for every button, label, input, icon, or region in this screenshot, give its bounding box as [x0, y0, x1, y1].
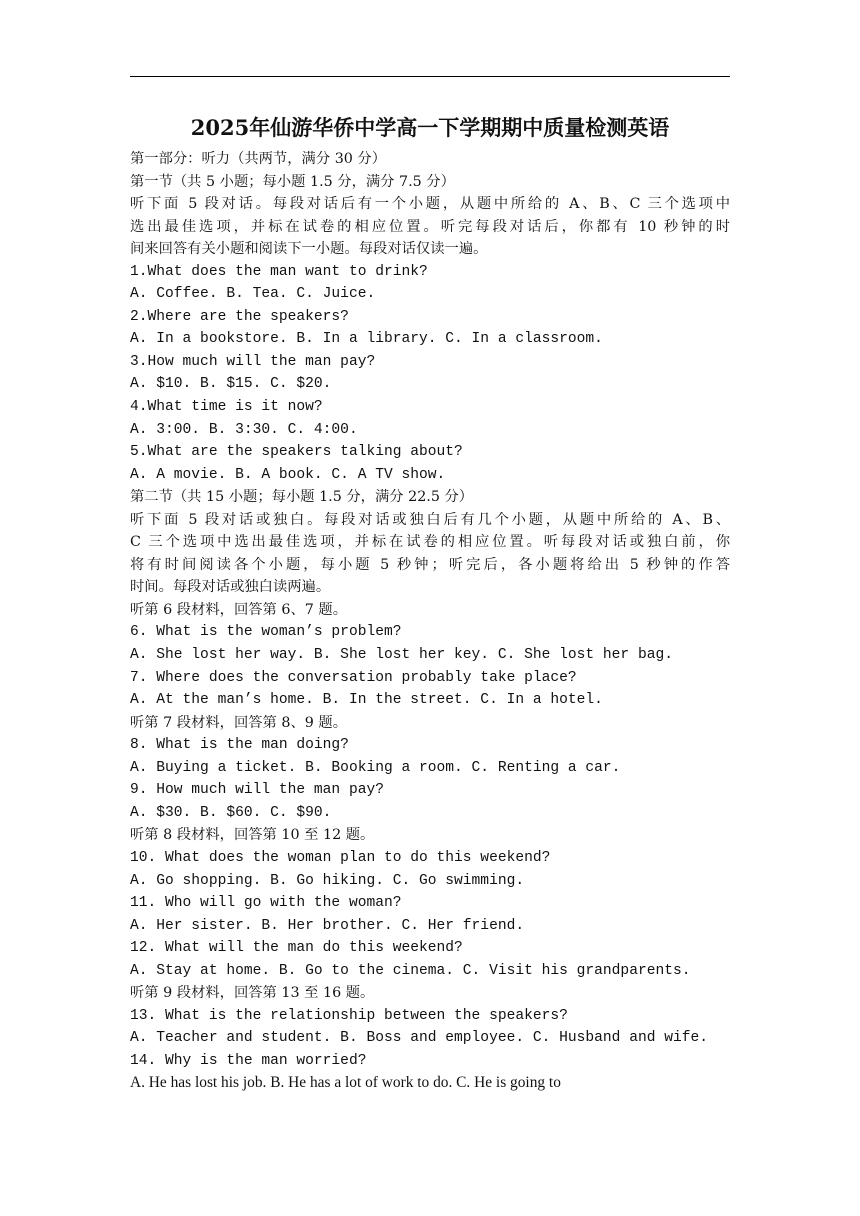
- text-line: 7. Where does the conversation probably take place?: [130, 669, 577, 686]
- text-line: 12. What will the man do this weekend?: [130, 940, 463, 957]
- text-line: 听第 8 段材料，回答第 10 至 12 题。: [130, 827, 375, 844]
- text-line: 2.Where are the speakers?: [130, 308, 349, 325]
- text-line: 10. What does the woman plan to do this weekend?: [130, 849, 551, 866]
- text-line: A. Teacher and student. B. Boss and employee. C. Husband and wife.: [130, 1030, 709, 1047]
- text-line: 6. What is the woman’s problem?: [130, 624, 402, 641]
- text-line: 14. Why is the man worried?: [130, 1052, 367, 1069]
- text-line: 间来回答有关小题和阅读下一小题。每段对话仅读一遍。: [130, 241, 488, 258]
- text-line: 第一部分：听力（共两节，满分 30 分）: [130, 151, 387, 167]
- text-line: 9. How much will the man pay?: [130, 782, 384, 799]
- text-line: A. Stay at home. B. Go to the cinema. C. Visit his grandparents.: [130, 962, 691, 979]
- header-rule: [130, 76, 730, 77]
- text-line: A. Coffee. B. Tea. C. Juice.: [130, 286, 376, 303]
- text-line: A. At the man’s home. B. In the street. C. In a hotel.: [130, 692, 603, 709]
- text-line: A. 3:00. B. 3:30. C. 4:00.: [130, 421, 358, 438]
- text-line: 将有时间阅读各个小题，每小题 5 秒钟；听完后，各小题将给出 5 秒钟的作答: [130, 556, 730, 573]
- text-line: A. In a bookstore. B. In a library. C. In a classroom.: [130, 331, 603, 348]
- text-line: A. Her sister. B. Her brother. C. Her friend.: [130, 917, 525, 934]
- text-line: 听第 9 段材料，回答第 13 至 16 题。: [130, 985, 375, 1002]
- text-line: 第二节（共 15 小题；每小题 1.5 分，满分 22.5 分）: [130, 489, 474, 506]
- text-line: A. Go shopping. B. Go hiking. C. Go swimming.: [130, 872, 525, 889]
- text-line: 8. What is the man doing?: [130, 737, 349, 754]
- text-line: 4.What time is it now?: [130, 399, 323, 416]
- text-line: 5.What are the speakers talking about?: [130, 444, 463, 461]
- text-line: 3.How much will the man pay?: [130, 353, 376, 370]
- text-line: A. A movie. B. A book. C. A TV show.: [130, 466, 446, 483]
- document-body: [130, 148, 730, 1095]
- text-line: 1.What does the man want to drink?: [130, 263, 428, 280]
- text-line: A. Buying a ticket. B. Booking a room. C. Renting a car.: [130, 759, 621, 776]
- text-line: A. $30. B. $60. C. $90.: [130, 804, 332, 821]
- text-line: 第一节（共 5 小题；每小题 1.5 分，满分 7.5 分）: [130, 173, 455, 190]
- text-line: 听第 7 段材料，回答第 8、9 题。: [130, 714, 348, 731]
- text-line: A. She lost her way. B. She lost her key. C. She lost her bag.: [130, 647, 673, 664]
- text-line: A. $10. B. $15. C. $20.: [130, 376, 332, 393]
- text-line: 听第 6 段材料，回答第 6、7 题。: [130, 601, 348, 618]
- text-line: 11. Who will go with the woman?: [130, 895, 402, 912]
- page-title: 2025年仙游华侨中学高一下学期期中质量检测英语: [190, 115, 670, 140]
- text-line: C 三个选项中选出最佳选项，并标在试卷的相应位置。听每段对话或独白前，你: [130, 534, 730, 551]
- text-line: 时间。每段对话或独白读两遍。: [130, 579, 331, 596]
- text-line: A. He has lost his job. B. He has a lot of work to do. C. He is going to: [130, 1074, 561, 1092]
- text-line: 13. What is the relationship between the speakers?: [130, 1007, 568, 1024]
- text-line: 听下面 5 段对话或独白。每段对话或独白后有几个小题，从题中所给的 A、B、: [130, 511, 730, 528]
- text-line: 选出最佳选项，并标在试卷的相应位置。听完每段对话后，你都有 10 秒钟的时: [130, 218, 730, 235]
- text-line: 听下面 5 段对话。每段对话后有一个小题，从题中所给的 A、B、C 三个选项中: [130, 196, 730, 213]
